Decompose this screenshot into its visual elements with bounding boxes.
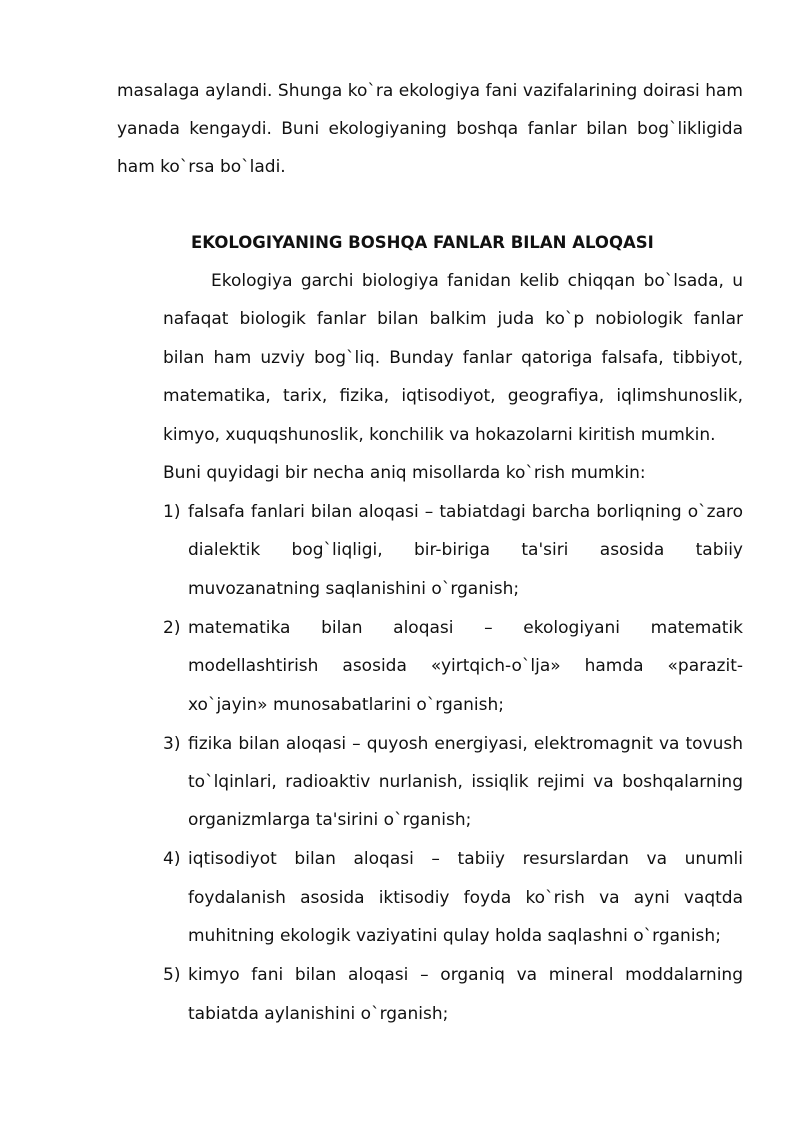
list-item-text: matematika bilan aloqasi – ekologiyani matematik modellashtirish asosida «yirtqich-o`lja» hamda «parazit-xo`jayin» munosabatlarini o`rganish; (188, 617, 743, 715)
list-item-number: 3) (163, 733, 181, 754)
list-item-number: 4) (163, 849, 181, 870)
list-item (163, 956, 743, 1033)
section-heading: EKOLOGIYANING BOSHQA FANLAR BILAN ALOQASI (191, 233, 654, 252)
list-item-text: kimyo fani bilan aloqasi – organiq va mineral moddalarning tabiatda aylanishini o`rganish; (188, 965, 743, 1024)
list-item-number: 1) (163, 502, 181, 522)
intro-paragraph: masalaga aylandi. Shunga ko`ra ekologiya fani vazifalarining doirasi ham yanada kengaydi. Buni ekologiyaning boshqa fanlar bilan bog`likligida ham ko`rsa bo`ladi. (117, 81, 743, 177)
list-item (163, 840, 743, 955)
list-item (163, 493, 743, 608)
examples-list (163, 493, 743, 1034)
lead-paragraph: Ekologiya garchi biologiya fanidan kelib chiqqan bo`lsada, u nafaqat biologik fanlar bilan balkim juda ko`p nobiologik fanlar bilan ham uzviy bog`liq. Bunday fanlar qatoriga falsafa, tibbiyot, matematika, tarix, fizika, iqtisodiyot, geografiya, iqlimshunoslik, kimyo, xuquqshunoslik, konchilik va hokazolarni kiritish mumkin. (163, 271, 743, 445)
list-item (163, 725, 743, 840)
list-item (163, 609, 743, 724)
list-item-number: 2) (163, 617, 181, 638)
examples-intro: Buni quyidagi bir necha aniq misollarda ko`rish mumkin: (163, 463, 646, 483)
list-item-text: falsafa fanlari bilan aloqasi – tabiatdagi barcha borliqning o`zaro dialektik bog`liqligi, bir-biriga ta'siri asosida tabiiy muvozanatning saqlanishini o`rganish; (188, 502, 743, 599)
list-item-text: iqtisodiyot bilan aloqasi – tabiiy resurslardan va unumli foydalanish asosida iktisodiy foyda ko`rish va ayni vaqtda muhitning ekologik vaziyatini qulay holda saqlashni o`rganish; (188, 849, 743, 947)
list-item-text: fizika bilan aloqasi – quyosh energiyasi, elektromagnit va tovush to`lqinlari, radioaktiv nurlanish, issiqlik rejimi va boshqalarning organizmlarga ta'sirini o`rganish; (188, 733, 743, 831)
list-item-number: 5) (163, 965, 181, 986)
